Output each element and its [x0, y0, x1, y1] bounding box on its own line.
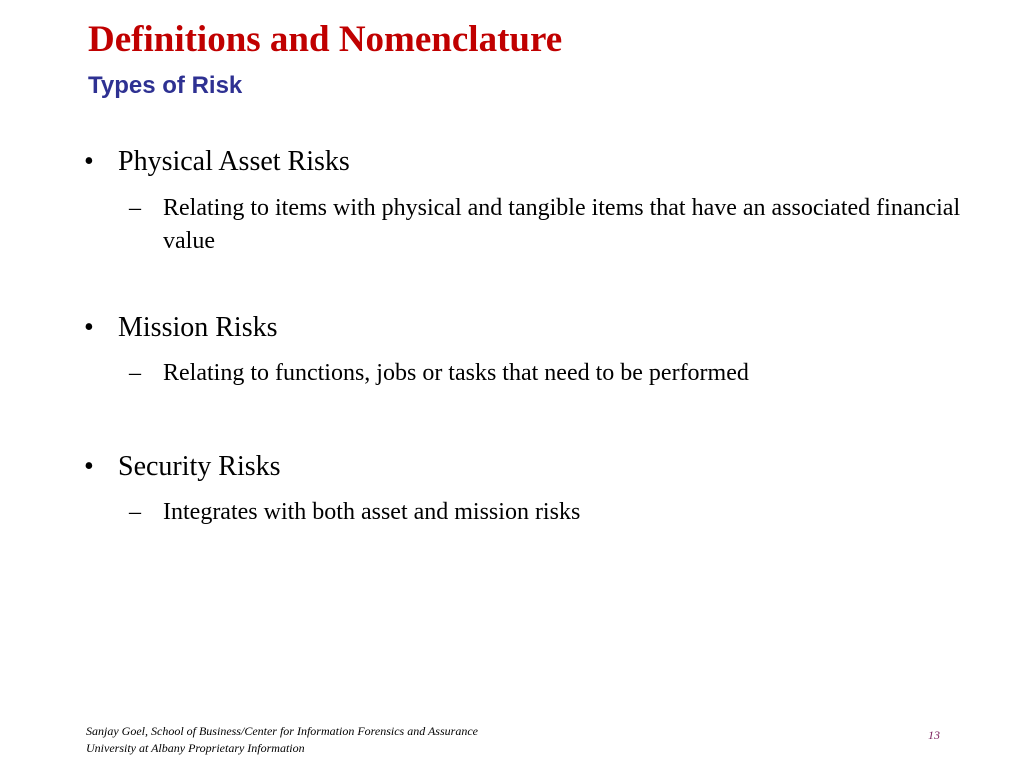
bullet-item-mission-risks [84, 311, 278, 345]
sub-item-physical-asset-detail [129, 192, 979, 258]
page-number: 13 [928, 728, 940, 742]
bullet-icon: • [84, 312, 94, 343]
dash-icon: – [129, 195, 141, 221]
sub-item-text: Relating to functions, jobs or tasks that need to be performed [163, 360, 749, 386]
footer-line-author: Sanjay Goel, School of Business/Center for Information Forensics and Assurance [86, 724, 478, 738]
bullet-icon: • [84, 451, 94, 482]
sub-item-mission-detail [129, 357, 979, 390]
footer-line-proprietary: University at Albany Proprietary Information [86, 741, 305, 755]
slide-title: Definitions and Nomenclature [88, 19, 563, 60]
dash-icon: – [129, 360, 141, 386]
bullet-item-physical-asset-risks [84, 145, 350, 179]
slide-subtitle: Types of Risk [88, 72, 243, 99]
footer-credits [86, 723, 478, 757]
bullet-item-security-risks [84, 450, 281, 484]
bullet-label: Security Risks [118, 451, 281, 482]
sub-item-security-detail [129, 496, 979, 529]
sub-item-text: Relating to items with physical and tangible items that have an associated financial value [163, 195, 961, 254]
bullet-label: Mission Risks [118, 312, 278, 343]
bullet-label: Physical Asset Risks [118, 146, 350, 177]
dash-icon: – [129, 499, 141, 525]
sub-item-text: Integrates with both asset and mission risks [163, 499, 581, 525]
bullet-icon: • [84, 146, 94, 177]
